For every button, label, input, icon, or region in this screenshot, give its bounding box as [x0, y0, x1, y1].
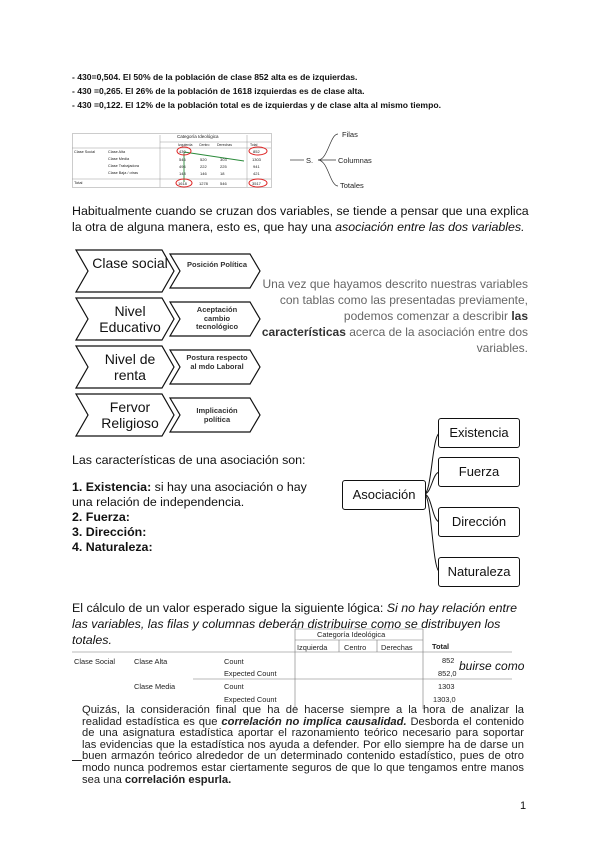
char-item-2 [72, 510, 312, 525]
spss-col: Total [432, 642, 450, 651]
spss-row-group-label: Clase Alta [134, 657, 168, 666]
mini-cell: 494 [179, 164, 186, 169]
mini-cell: 148 [179, 171, 186, 176]
char-text: si hay una asociación o hay una relación de independencia. [72, 480, 307, 509]
mini-cell: 303 [220, 157, 227, 162]
chevron-big-3: Nivel de renta [104, 351, 156, 383]
spss-stat: Expected Count [224, 695, 277, 704]
chevron-small-2: Aceptación cambio tecnológico [195, 305, 239, 331]
mini-col: Derechas [217, 143, 232, 147]
small-tree-leaf: Filas [342, 130, 358, 139]
mini-total: 1278 [199, 181, 208, 186]
small-tree-leaf: Totales [340, 181, 364, 190]
spss-total: 852 [442, 656, 455, 665]
mini-cell: 520 [200, 157, 207, 162]
mini-crosstab-image [72, 133, 272, 188]
spss-header: Categoría Ideológica [317, 630, 386, 639]
intro-paragraph [72, 203, 532, 235]
spss-total: 1303 [438, 682, 455, 691]
spss-overflow-text: buirse como [459, 659, 525, 673]
chevron-small-3: Postura respecto al mdo Laboral [186, 353, 248, 371]
mini-col: Total [250, 143, 258, 147]
assoc-leaf-naturaleza: Naturaleza [438, 557, 520, 587]
chevron-diagram [74, 248, 264, 443]
final-bold: correlación espurla. [124, 773, 232, 786]
intro-text: Habitualmente cuando se cruzan dos variables, se tiende a pensar que una explica la otra de alguna manera, esto es, que hay una [72, 204, 529, 234]
spss-stat: Expected Count [224, 669, 277, 678]
page-number: 1 [520, 800, 527, 812]
mini-cell: 1303 [252, 157, 261, 162]
mini-row-label: Clase Alta [108, 150, 126, 154]
spss-col: Izquierda [297, 643, 328, 652]
mini-total-label: Total [74, 180, 83, 185]
spss-table [72, 627, 525, 709]
spss-col: Derechas [381, 643, 413, 652]
side-text: Una vez que hayamos descrito nuestras variables con tablas como las presentadas previamente, podemos comenzar a describir [262, 277, 528, 323]
chevron-small-1: Posición Política [186, 260, 247, 269]
char-num: 3. Dirección: [72, 525, 147, 539]
footnote-rule [72, 760, 82, 761]
chevron-big-1: Clase social [92, 255, 168, 271]
mini-cell: 941 [253, 164, 260, 169]
characteristics-intro: Las características de una asociación son: [72, 453, 306, 467]
mini-cell: 421 [253, 171, 260, 176]
bullet-1: - 430=0,504. El 50% de la población de clase 852 alta es de izquierdas. [72, 72, 358, 82]
mini-table-header: Categoría Ideológica [177, 134, 219, 139]
assoc-leaf-fuerza: Fuerza [438, 457, 520, 487]
final-paragraph [82, 705, 524, 786]
expected-italic: Si no hay relación entre las variables, las filas y columnas deberán distribuirse como se distribuyen los totales. [72, 601, 517, 647]
final-emphasis: correlación no implica causalidad. [221, 715, 407, 728]
side-bold: las características [261, 309, 528, 339]
mini-row-label: Clase Trabajadora [108, 164, 140, 168]
spss-col: Centro [344, 643, 367, 652]
spss-stat: Count [224, 657, 244, 666]
char-num: 2. Fuerza: [72, 510, 130, 524]
mini-row-label: Clase Media [108, 157, 130, 161]
mini-cell: 225 [220, 164, 227, 169]
small-tree-leaf: Columnas [338, 156, 372, 165]
mini-col: Izquierda [178, 143, 193, 147]
spss-row-group: Clase Social [74, 657, 116, 666]
characteristics-list [72, 480, 312, 555]
chevron-small-4: Implicación política [196, 406, 238, 424]
assoc-leaf-existencia: Existencia [438, 418, 520, 448]
side-text-end: acerca de la asociación entre dos variables. [345, 325, 528, 355]
mini-col: Centro [199, 143, 210, 147]
mini-total: 1618 [178, 181, 187, 186]
spss-total: 1303,0 [433, 695, 456, 704]
small-tree-root: S. [306, 156, 314, 165]
chevron-big-4: Fervor Religioso [101, 399, 159, 431]
char-num: 4. Naturaleza: [72, 540, 153, 554]
mini-cell: 222 [200, 164, 207, 169]
bullet-2: - 430 =0,265. El 26% de la población de 1618 izquierdas es de clase alta. [72, 86, 365, 96]
char-item-4 [72, 540, 312, 555]
char-item-3 [72, 525, 312, 540]
mini-cell: 146 [200, 171, 207, 176]
char-num: 1. Existencia: [72, 480, 152, 494]
mini-total: 546 [220, 181, 227, 186]
expected-text: El cálculo de un valor esperado sigue la siguiente lógica: [72, 601, 387, 615]
mini-cell: 852 [253, 149, 260, 154]
mini-cell: 546 [179, 157, 186, 162]
assoc-root: Asociación [342, 480, 426, 510]
mini-total: 3517 [252, 181, 261, 186]
assoc-leaf-direccion: Dirección [438, 507, 520, 537]
char-item-1 [72, 480, 312, 510]
intro-emphasis: asociación entre las dos variables. [335, 220, 525, 234]
spss-row-group-label: Clase Media [134, 682, 176, 691]
final-text: Quizás, la consideración final que ha de hacerse siempre a la hora de analizar la realidad estadística es que [82, 704, 524, 728]
chevron-big-2: Nivel Educativo [99, 303, 161, 335]
mini-row-label: Clase Baja / otras [108, 171, 138, 175]
side-paragraph [258, 276, 528, 356]
spss-stat: Count [224, 682, 244, 691]
mini-row-group: Clase Social [74, 150, 96, 154]
small-tree-diagram [290, 120, 380, 195]
mini-cell: 430 [179, 149, 186, 154]
association-tree [340, 412, 530, 590]
mini-cell: 18 [220, 171, 225, 176]
bullet-3: - 430 =0,122. El 12% de la población total es de izquierdas y de clase alta al mismo tiempo. [72, 100, 441, 110]
final-text-2: Desborda el contenido de una asignatura estadística aportar el razonamiento teórico necesario para soportar las evidencias que la estadística nos ayuda a defender. Por ello siempre ha de darse un buen armazón teórico alrededor de un determinado contenido estadístico, pues de otro modo nunca podremos estar ciertamente seguros de que lo que tengamos entre manos sea una [82, 715, 525, 786]
spss-total: 852,0 [438, 669, 457, 678]
